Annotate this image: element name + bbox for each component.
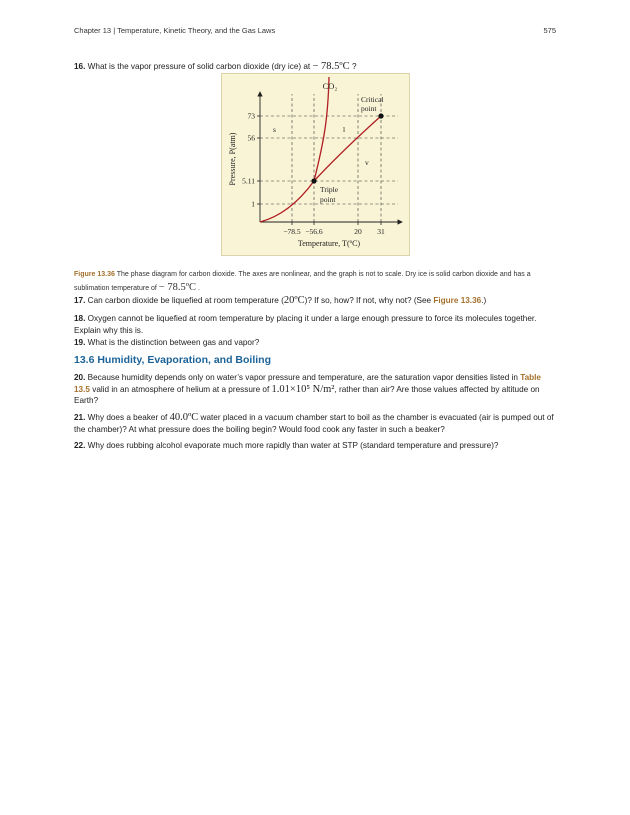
- figure-caption: [74, 268, 558, 295]
- x-tick-label: −78.5: [283, 227, 301, 236]
- region-label-solid: s: [273, 125, 276, 134]
- question-21: [74, 412, 558, 435]
- y-tick-label: 73: [247, 111, 255, 121]
- melting-curve: [314, 77, 329, 181]
- chapter-title: Chapter 13 | Temperature, Kinetic Theory, and the Gas Laws: [74, 26, 276, 35]
- question-18: [74, 313, 558, 336]
- question-text: Why does a beaker of: [87, 413, 168, 422]
- critical-point-marker: [378, 113, 383, 118]
- chart-title: CO₂: [322, 81, 338, 91]
- triple-point-marker: [311, 178, 316, 183]
- math-temperature: − 78.5ºC: [158, 282, 197, 293]
- question-text: valid in an atmosphere of helium at a pressure of: [92, 384, 270, 394]
- math-temperature: 20ºC: [283, 295, 305, 306]
- question-16: [74, 61, 558, 73]
- critical-point-label: point: [361, 104, 377, 113]
- vaporization-curve: [314, 116, 381, 181]
- question-text: What is the vapor pressure of solid carbon dioxide (dry ice) at: [87, 62, 311, 71]
- question-text: Can carbon dioxide be liquefied at room temperature (: [87, 296, 284, 305]
- page-header: [74, 26, 556, 38]
- y-tick-label: 1: [251, 199, 255, 209]
- question-end: ?: [351, 62, 357, 71]
- triple-point-label: Triple: [320, 185, 339, 194]
- question-text: )? If so, how? If not, why not? (See: [304, 296, 432, 305]
- question-end: .): [481, 296, 487, 305]
- question-20: [74, 372, 558, 407]
- math-temperature: 40.0ºC: [169, 412, 199, 423]
- x-axis-label: Temperature, T(ºC): [297, 239, 361, 248]
- question-text: Because humidity depends only on water’s vapor pressure and temperature, are the saturation vapor densities listed in: [87, 373, 518, 382]
- x-tick-label: −56.6: [305, 227, 323, 236]
- question-text: , rather than air? Are those values affected by altitude on Earth?: [74, 384, 540, 405]
- question-17: [74, 295, 558, 307]
- question-text: Why does rubbing alcohol evaporate much more rapidly than water at STP (standard temperature and pressure)?: [87, 441, 499, 450]
- question-number: 21.: [74, 413, 86, 422]
- question-text: What is the distinction between gas and vapor?: [87, 338, 260, 347]
- x-tick-label: 31: [377, 227, 385, 236]
- question-19: [74, 337, 558, 349]
- region-label-liquid: l: [343, 125, 346, 134]
- phase-diagram-figure: [221, 73, 410, 256]
- triple-point-label: point: [320, 195, 336, 204]
- caption-label: Figure 13.36: [74, 271, 115, 278]
- question-number: 19.: [74, 338, 86, 347]
- question-number: 18.: [74, 314, 86, 323]
- question-text: water placed in a vacuum chamber start to boil as the chamber is evacuated (air is pumped out of the chamber)? At what pressure does the boiling begin? Would food cook any faster in such a beaker?: [74, 413, 554, 434]
- question-number: 16.: [74, 62, 86, 71]
- caption-end: .: [197, 285, 200, 292]
- question-number: 22.: [74, 441, 86, 450]
- math-temperature: − 78.5ºC: [312, 61, 350, 72]
- region-label-vapor: v: [365, 158, 369, 167]
- math-pressure: 1.01×10⁵ N/m²: [271, 383, 335, 395]
- y-axis-label: Pressure, P(atm): [228, 132, 237, 186]
- question-number: 17.: [74, 296, 86, 305]
- sublimation-curve: [260, 181, 314, 222]
- y-tick-label: 56: [247, 133, 255, 143]
- caption-text: The phase diagram for carbon dioxide. The axes are nonlinear, and the graph is not to scale. Dry ice is solid carbon dioxide and has a sublimation temperature of: [74, 271, 531, 292]
- question-text: Oxygen cannot be liquefied at room temperature by placing it under a large enough pressure to force its molecules together. Explain why this is.: [74, 314, 537, 335]
- phase-diagram: [222, 74, 411, 257]
- table-link[interactable]: Table 13.5: [74, 373, 541, 394]
- question-22: [74, 440, 558, 452]
- x-tick-label: 20: [354, 227, 362, 236]
- figure-link[interactable]: Figure 13.36: [433, 296, 482, 305]
- critical-point-label: Critical: [361, 95, 384, 104]
- section-title: 13.6 Humidity, Evaporation, and Boiling: [74, 354, 271, 366]
- page-number: 575: [543, 26, 556, 35]
- y-tick-label: 5.11: [242, 176, 255, 186]
- question-number: 20.: [74, 373, 86, 382]
